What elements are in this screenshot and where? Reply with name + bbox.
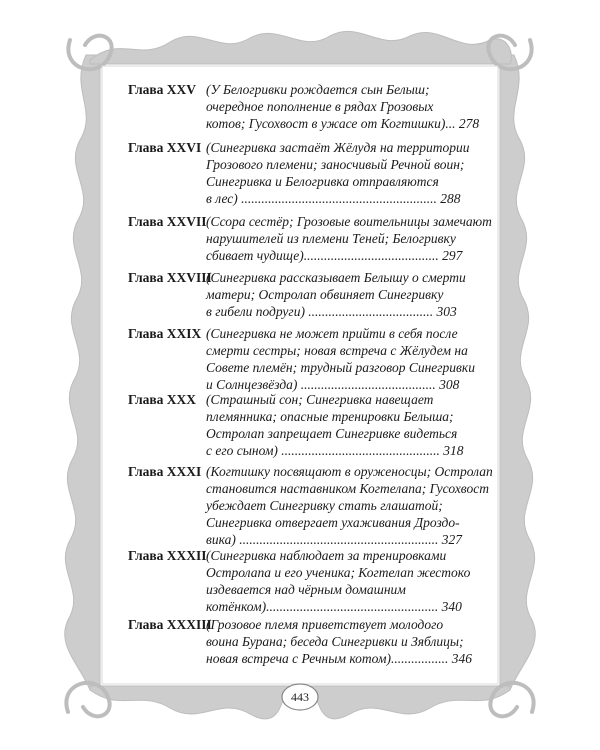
description-line: с его сыном) ............................................... 318 <box>206 443 464 458</box>
description-line: (Синегривка не может прийти в себя после <box>206 326 458 341</box>
toc-entry <box>128 325 478 393</box>
description-line: котёнком)................................................... 340 <box>206 599 462 614</box>
toc-entry <box>128 616 478 667</box>
description-line: матери; Остролап обвиняет Синегривку <box>206 287 444 302</box>
description-line: (Синегривка застаёт Жёлудя на территории <box>206 140 470 155</box>
toc-entry <box>128 139 478 207</box>
chapter-description <box>204 139 478 207</box>
chapter-title: Глава XXV <box>128 82 197 97</box>
description-line: Остролапа и его ученика; Когтелап жестоко <box>206 565 471 580</box>
description-line: (Ссора сестёр; Грозовые воительницы замечают <box>206 214 492 229</box>
description-line: племянника; опасные тренировки Белыша; <box>206 409 454 424</box>
description-line: и Солнцезвёзда) ........................................ 308 <box>206 377 460 392</box>
chapter-title: Глава XXXI <box>128 464 202 479</box>
page-number: 443 <box>291 690 309 704</box>
description-line: Совете племён; трудный разговор Синегривки <box>206 360 475 375</box>
description-line: нарушителей из племени Теней; Белогривку <box>206 231 456 246</box>
chapter-description <box>204 213 492 264</box>
description-line: вика) ........................................................... 327 <box>206 532 462 547</box>
description-line: издевается над чёрным домашним <box>206 582 406 597</box>
chapter-title: Глава XXX <box>128 392 197 407</box>
chapter-description <box>204 463 493 548</box>
chapter-title: Глава XXVIII <box>128 270 212 285</box>
toc-entry <box>128 81 478 132</box>
chapter-description <box>204 547 478 615</box>
description-line: Синегривка отвергает ухаживания Дроздо- <box>206 515 460 530</box>
description-line: воина Бурана; беседа Синегривки и Зяблицы; <box>206 634 464 649</box>
description-line: котов; Гусохвост в ужасе от Когтишки)... 278 <box>206 116 480 131</box>
description-line: (Страшный сон; Синегривка навещает <box>206 392 434 407</box>
toc-entry <box>128 213 492 264</box>
toc-entry <box>128 391 478 459</box>
description-line: (Когтишку посвящают в оруженосцы; Остролап <box>206 464 493 479</box>
description-line: Грозового племени; заносчивый Речной воин; <box>206 157 465 172</box>
description-line: смерти сестры; новая встреча с Жёлудем на <box>206 343 468 358</box>
description-line: (Синегривка рассказывает Белышу о смерти <box>206 270 466 285</box>
description-line: очередное пополнение в рядах Грозовых <box>206 99 434 114</box>
chapter-title: Глава XXXII <box>128 548 207 563</box>
chapter-title: Глава XXIX <box>128 326 202 341</box>
description-line: новая встреча с Речным котом)................. 346 <box>206 651 473 666</box>
description-line: становится наставником Когтелапа; Гусохвост <box>206 481 489 496</box>
toc-entry <box>128 463 493 548</box>
chapter-description <box>204 325 478 393</box>
description-line: сбивает чудище)........................................ 297 <box>206 248 463 263</box>
description-line: Остролап запрещает Синегривке видеться <box>206 426 458 441</box>
chapter-description <box>204 81 479 132</box>
description-line: (Грозовое племя приветствует молодого <box>206 617 444 632</box>
toc-entry <box>128 547 478 615</box>
description-line: в лес) .......................................................... 288 <box>206 191 461 206</box>
chapter-description <box>204 269 478 320</box>
description-line: (Синегривка наблюдает за тренировками <box>206 548 447 563</box>
chapter-title: Глава XXVII <box>128 214 207 229</box>
toc-entry <box>128 269 478 320</box>
chapter-title: Глава XXVI <box>128 140 202 155</box>
description-line: убеждает Синегривку стать глашатой; <box>206 498 443 513</box>
description-line: в гибели подруги) ..................................... 303 <box>206 304 457 319</box>
description-line: Синегривка и Белогривка отправляются <box>206 174 439 189</box>
chapter-title: Глава XXXIII <box>128 617 212 632</box>
chapter-description <box>204 391 478 459</box>
description-line: (У Белогривки рождается сын Белыш; <box>206 82 430 97</box>
chapter-description <box>204 616 478 667</box>
